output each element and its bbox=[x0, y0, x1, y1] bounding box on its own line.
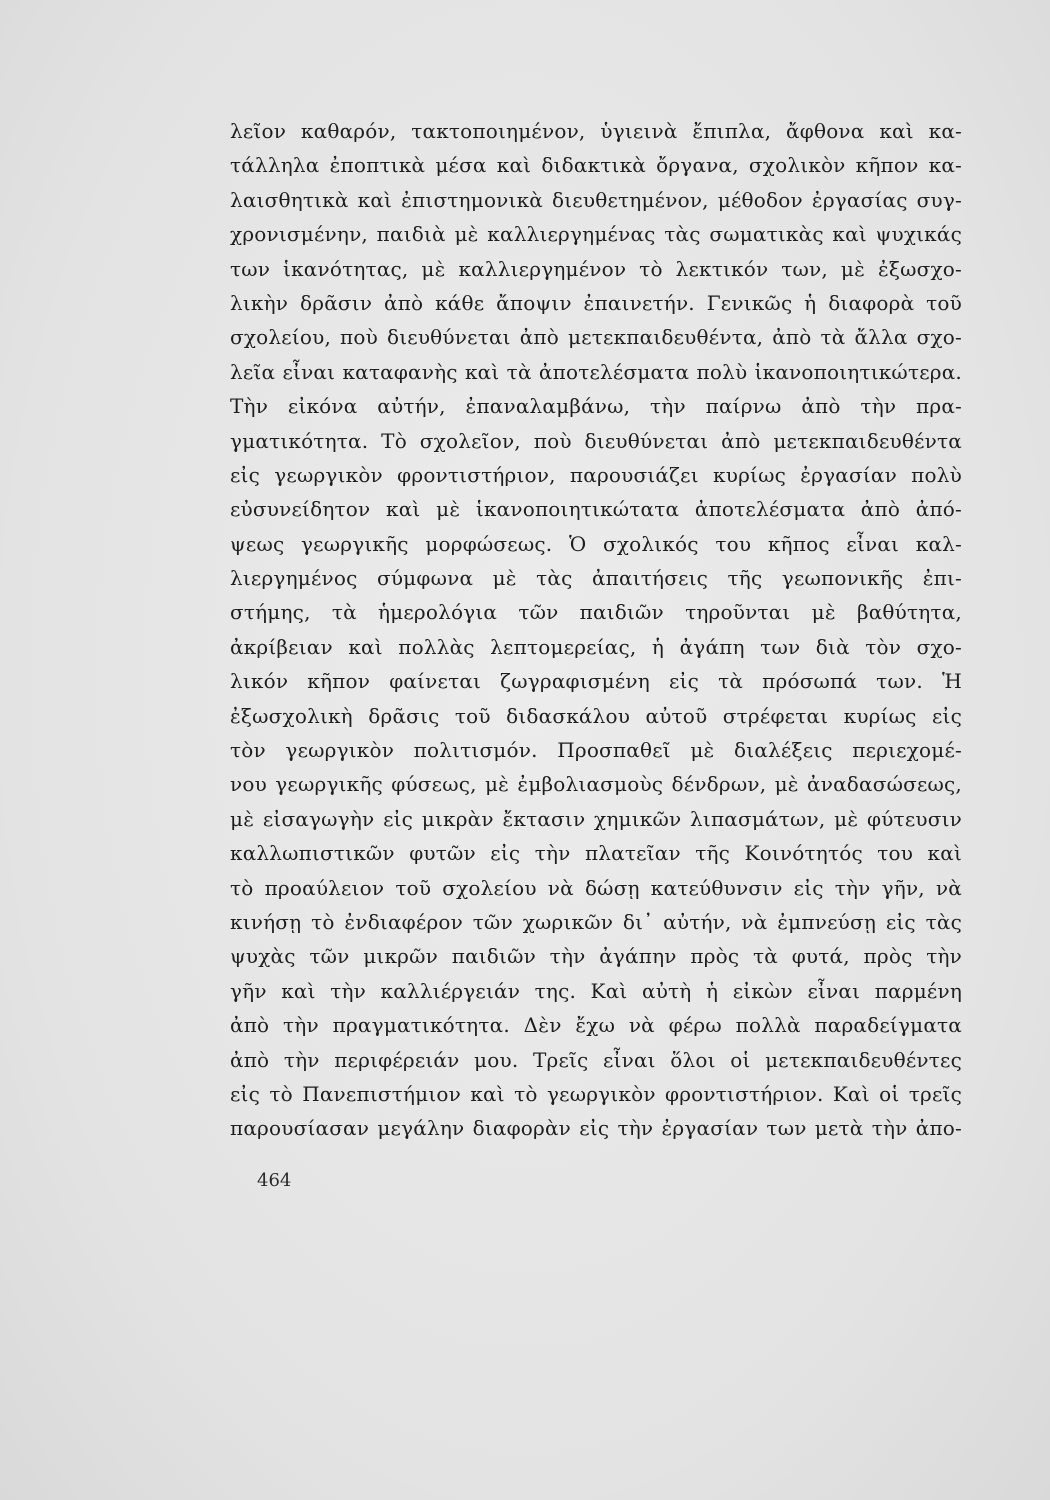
text-line: εἰς τὸ Πανεπιστήμιον καὶ τὸ γεωργικὸν φροντιστήριον. Καὶ οἱ τρεῖς bbox=[230, 1081, 962, 1106]
text-line: τὸν γεωργικὸν πολιτισμόν. Προσπαθεῖ μὲ διαλέξεις περιεχομέ- bbox=[230, 738, 962, 763]
text-line: μὲ εἰσαγωγὴν εἰς μικρὰν ἔκτασιν χημικῶν λιπασμάτων, μὲ φύτευσιν bbox=[230, 806, 962, 831]
text-line: στήμης, τὰ ἡμερολόγια τῶν παιδιῶν τηροῦνται μὲ βαθύτητα, bbox=[230, 600, 962, 625]
text-line: Τὴν εἰκόνα αὐτήν, ἐπαναλαμβάνω, τὴν παίρνω ἀπὸ τὴν πρα- bbox=[230, 394, 962, 419]
text-line: λικόν κῆπον φαίνεται ζωγραφισμένη εἰς τὰ πρόσωπά των. Ἡ bbox=[230, 669, 962, 694]
text-line: λιεργημένος σύμφωνα μὲ τὰς ἀπαιτήσεις τῆς γεωπονικῆς ἐπι- bbox=[230, 566, 962, 591]
text-line: ἀπὸ τὴν πραγματικότητα. Δὲν ἔχω νὰ φέρω πολλὰ παραδείγματα bbox=[230, 1013, 962, 1038]
body-text bbox=[230, 114, 962, 1146]
text-line: των ἱκανότητας, μὲ καλλιεργημένον τὸ λεκτικόν των, μὲ ἐξωσχο- bbox=[230, 256, 962, 281]
text-line: τάλληλα ἐποπτικὰ μέσα καὶ διδακτικὰ ὄργανα, σχολικὸν κῆπον κα- bbox=[230, 153, 962, 178]
text-line: λεῖα εἶναι καταφανὴς καὶ τὰ ἀποτελέσματα πολὺ ἱκανοποιητικώτερα. bbox=[230, 359, 962, 384]
text-line: κινήσῃ τὸ ἐνδιαφέρον τῶν χωρικῶν δι᾽ αὐτήν, νὰ ἐμπνεύσῃ εἰς τὰς bbox=[230, 909, 962, 934]
text-line: εἰς γεωργικὸν φροντιστήριον, παρουσιάζει κυρίως ἐργασίαν πολὺ bbox=[230, 462, 962, 487]
text-line: χρονισμένην, παιδιὰ μὲ καλλιεργημένας τὰς σωματικὰς καὶ ψυχικάς bbox=[230, 222, 962, 247]
text-line: παρουσίασαν μεγάλην διαφορὰν εἰς τὴν ἐργασίαν των μετὰ τὴν ἀπο- bbox=[230, 1116, 962, 1141]
text-line: λαισθητικὰ καὶ ἐπιστημονικὰ διευθετημένον, μέθοδον ἐργασίας συγ- bbox=[230, 187, 962, 212]
text-line: ψεως γεωργικῆς μορφώσεως. Ὁ σχολικός του κῆπος εἶναι καλ- bbox=[230, 531, 962, 556]
text-line: σχολείου, ποὺ διευθύνεται ἀπὸ μετεκπαιδευθέντα, ἀπὸ τὰ ἄλλα σχο- bbox=[230, 325, 962, 350]
text-line: νου γεωργικῆς φύσεως, μὲ ἐμβολιασμοὺς δένδρων, μὲ ἀναδασώσεως, bbox=[230, 772, 962, 797]
text-line: γματικότητα. Τὸ σχολεῖον, ποὺ διευθύνεται ἀπὸ μετεκπαιδευθέντα bbox=[230, 428, 962, 453]
text-line: λικὴν δρᾶσιν ἀπὸ κάθε ἄποψιν ἐπαινετήν. Γενικῶς ἡ διαφορὰ τοῦ bbox=[230, 290, 962, 315]
text-line: ἀκρίβειαν καὶ πολλὰς λεπτομερείας, ἡ ἀγάπη των διὰ τὸν σχο- bbox=[230, 634, 962, 659]
page-number: 464 bbox=[257, 1170, 292, 1191]
text-line: εὐσυνείδητον καὶ μὲ ἱκανοποιητικώτατα ἀποτελέσματα ἀπὸ ἀπό- bbox=[230, 497, 962, 522]
text-line: ἀπὸ τὴν περιφέρειάν μου. Τρεῖς εἶναι ὅλοι οἱ μετεκπαιδευθέντες bbox=[230, 1047, 962, 1072]
text-line: ψυχὰς τῶν μικρῶν παιδιῶν τὴν ἀγάπην πρὸς τὰ φυτά, πρὸς τὴν bbox=[230, 944, 962, 969]
text-line: γῆν καὶ τὴν καλλιέργειάν της. Καὶ αὐτὴ ἡ εἰκὼν εἶναι παρμένη bbox=[230, 978, 962, 1003]
text-line: λεῖον καθαρόν, τακτοποιημένον, ὑγιεινὰ ἔπιπλα, ἄφθονα καὶ κα- bbox=[230, 119, 962, 143]
text-line: τὸ προαύλειον τοῦ σχολείου νὰ δώσῃ κατεύθυνσιν εἰς τὴν γῆν, νὰ bbox=[230, 875, 962, 900]
text-line: ἐξωσχολικὴ δρᾶσις τοῦ διδασκάλου αὐτοῦ στρέφεται κυρίως εἰς bbox=[230, 703, 962, 728]
text-line: καλλωπιστικῶν φυτῶν εἰς τὴν πλατεῖαν τῆς Κοινότητός του καὶ bbox=[230, 841, 962, 866]
